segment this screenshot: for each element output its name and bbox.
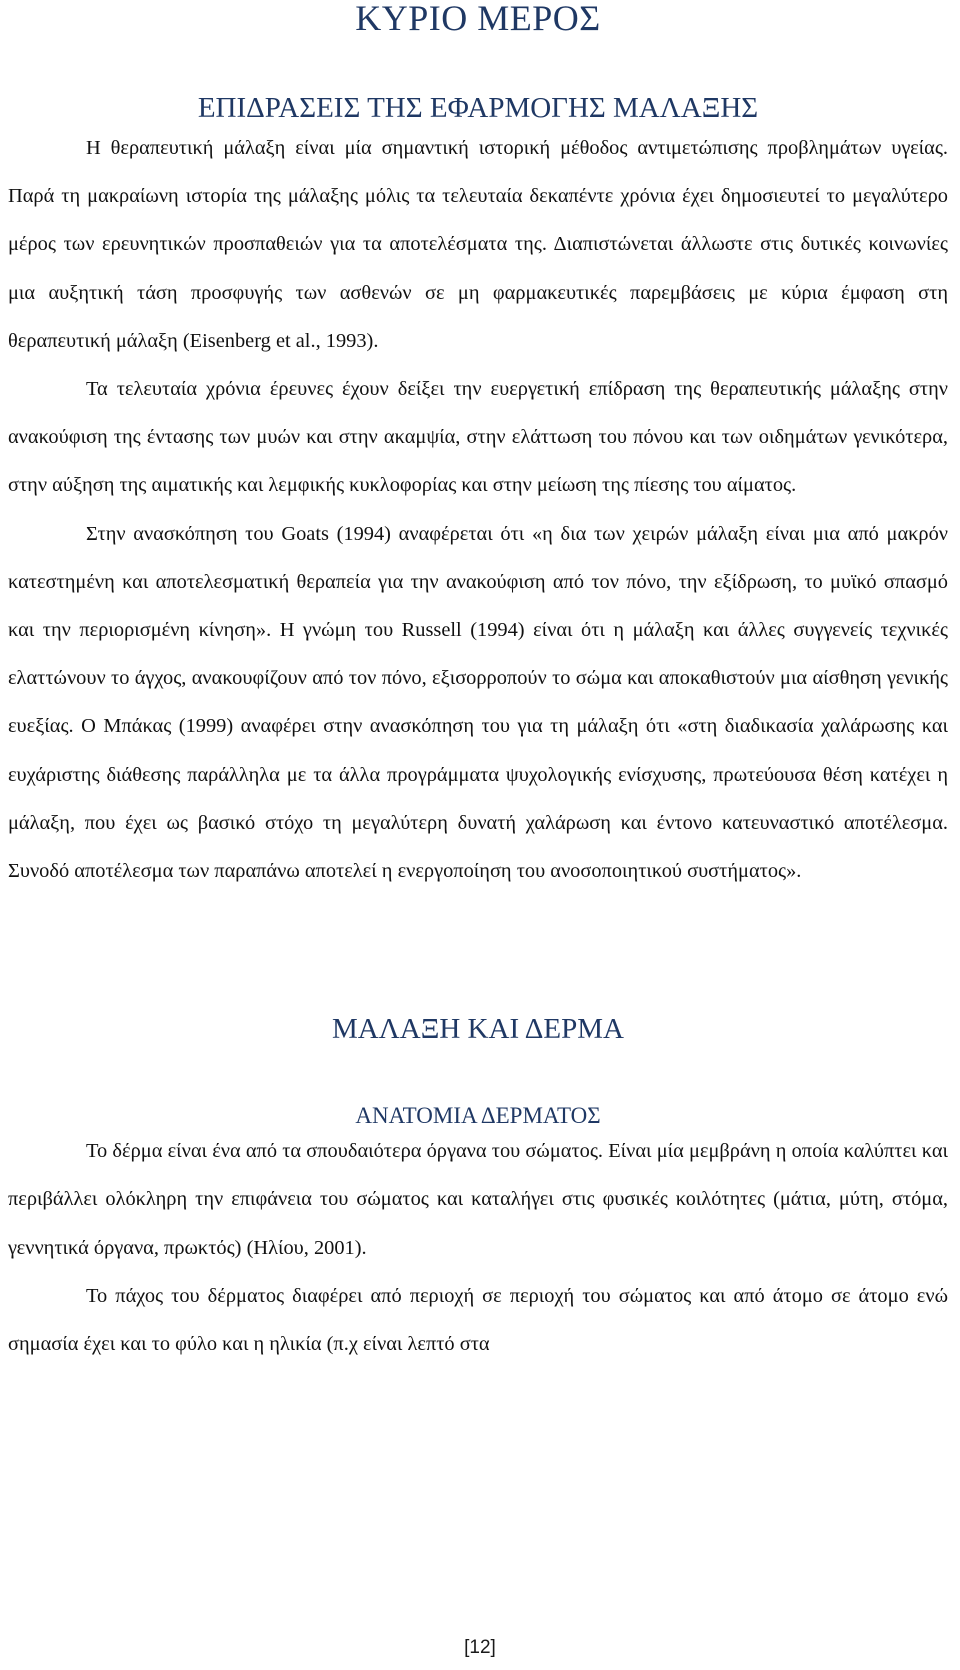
section-heading-effects: ΕΠΙΔΡΑΣΕΙΣ ΤΗΣ ΕΦΑΡΜΟΓΗΣ ΜΑΛΑΞΗΣ [197,92,759,124]
paragraph: Στην ανασκόπηση του Goats (1994) αναφέρεται ότι «η δια των χειρών μάλαξη είναι μια από μακρόν κατεστημένη και αποτελεσματική θεραπεία για την ανακούφιση από τον πόνο, την εξίδρωση, το μυϊκό σπασμό και την περιορισμένη κίνηση». Η γνώμη του Russell (1994) είναι ότι η μάλαξη και άλλες συγγενείς τεχνικές ελαττώνουν το άγχος, ανακουφίζουν από τον πόνο, εξισορροπούν το σώμα και αποκαθιστούν μια αίσθηση γενικής ευεξίας. Ο Μπάκας (1999) αναφέρει στην ανασκόπηση του για τη μάλαξη ότι «στη διαδικασία χαλάρωσης και ευχάριστης διάθεσης παράλληλα με τα άλλα προγράμματα ψυχολογικής ενίσχυσης, πρωτεύουσα θέση κατέχει η μάλαξη, που έχει ως βασικό στόχο τη μεγαλύτερη δυνατή χαλάρωση και έντονο κατευναστικό αποτέλεσμα. Συνοδό αποτέλεσμα των παραπάνω αποτελεί η ενεργοποίηση του ανοσοποιητικού συστήματος». [8,522,948,883]
paragraph: Τα τελευταία χρόνια έρευνες έχουν δείξει την ευεργετική επίδραση της θεραπευτικής μάλαξης στην ανακούφιση της έντασης των μυών και στην ακαμψία, στην ελάττωση του πόνου και των οιδημάτων γενικότερα, στην αύξηση της αιματικής και λεμφικής κυκλοφορίας και στην μείωση της πίεσης του αίματος. [8,378,948,497]
paragraph: Η θεραπευτική μάλαξη είναι μία σημαντική ιστορική μέθοδος αντιμετώπισης προβλημάτων υγείας. Παρά τη μακραίωνη ιστορία της μάλαξης μόλις τα τελευταία δεκαπέντε χρόνια έχει δημοσιευτεί το μεγαλύτερο μέρος των ερευνητικών προσπαθειών για τα αποτελέσματα της. Διαπιστώνεται άλλωστε στις δυτικές κοινωνίες μια αυξητική τάση προσφυγής των ασθενών σε μη φαρμακευτικές παρεμβάσεις με κύρια έμφαση στη θεραπευτική μάλαξη (Eisenberg et al., 1993). [8,137,948,352]
paragraph: Το δέρμα είναι ένα από τα σπουδαιότερα όργανα του σώματος. Είναι μία μεμβράνη η οποία καλύπτει και περιβάλλει ολόκληρη την επιφάνεια του σώματος και καταλήγει στις φυσικές κοιλότητες (μάτια, μύτη, στόμα, γεννητικά όργανα, πρωκτός) (Ηλίου, 2001). [8,1140,948,1259]
main-heading: ΚΥΡΙΟ ΜΕΡΟΣ [355,0,601,38]
page-number: [12] [464,1637,496,1658]
subsection-heading-anatomy: ΑΝΑΤΟΜΙΑ ΔΕΡΜΑΤΟΣ [355,1103,601,1129]
paragraph: Το πάχος του δέρματος διαφέρει από περιοχή σε περιοχή του σώματος και από άτομο σε άτομο ενώ σημασία έχει και το φύλο και η ηλικία (π.χ είναι λεπτό στα [8,1284,948,1356]
section-heading-skin: ΜΑΛΑΞΗ ΚΑΙ ΔΕΡΜΑ [332,1013,624,1046]
